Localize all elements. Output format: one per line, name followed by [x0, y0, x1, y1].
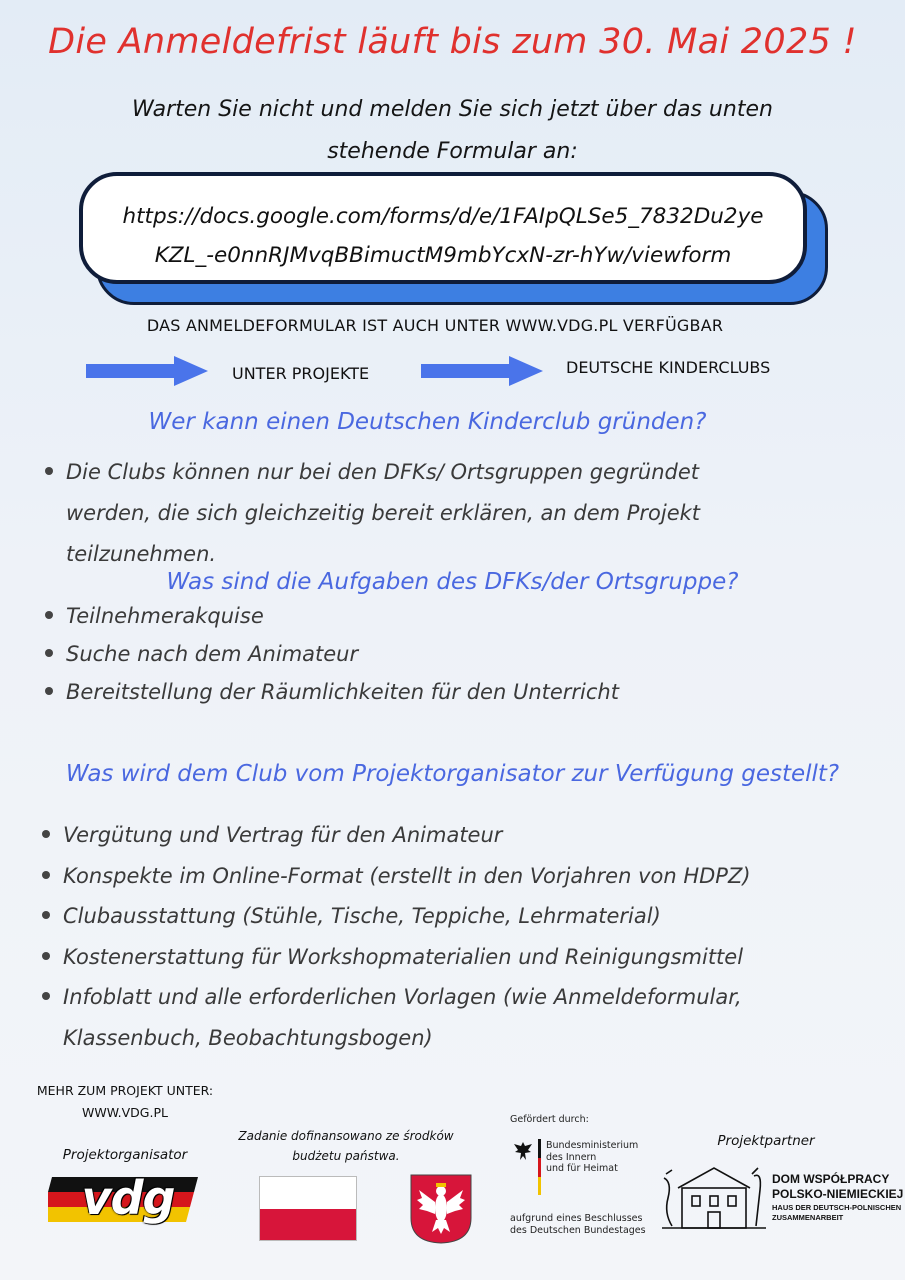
- page-title: Die Anmeldefrist läuft bis zum 30. Mai 2025 !: [48, 22, 857, 62]
- polish-eagle-emblem-icon: [410, 1174, 472, 1244]
- funding-note: Zadanie dofinansowano ze środków budżetu państwa.: [238, 1129, 454, 1163]
- list-item: Kostenerstattung für Workshopmaterialien und Reinigungsmittel: [63, 937, 863, 978]
- partner-building-logo-icon: [658, 1158, 768, 1234]
- bullet-icon: [42, 871, 50, 879]
- form-url-link[interactable]: [84, 197, 802, 275]
- intro-line-1: Warten Sie nicht und melden Sie sich jetzt über das unten: [132, 97, 773, 122]
- organizer-label: Projektorganisator: [62, 1147, 188, 1163]
- list-item: Bereitstellung der Räumlichkeiten für den Unterricht: [66, 673, 626, 711]
- partner-name: DOM WSPÓŁPRACY POLSKO-NIEMIECKIEJ HAUS DER DEUTSCH-POLNISCHEN ZUSAMMENARBEIT: [772, 1172, 904, 1222]
- arrow-right-icon: [421, 356, 545, 386]
- section-heading-aufgaben: Was sind die Aufgaben des DFKs/der Ortsgruppe?: [166, 569, 739, 595]
- intro-line-2: stehende Formular an:: [327, 139, 578, 164]
- path-step-projekte: UNTER PROJEKTE: [232, 364, 370, 383]
- list-item: Die Clubs können nur bei den DFKs/ Ortsgruppen gegründet werden, die sich gleichzeitig bereit erklären, an dem Projekt teilzunehmen.: [66, 452, 786, 575]
- vdg-logo: [48, 1171, 198, 1225]
- bundestag-note: aufgrund eines Beschlusses des Deutschen Bundestages: [510, 1213, 646, 1236]
- section2-list: [66, 597, 626, 711]
- vdg-availability-note: DAS ANMELDEFORMULAR IST AUCH UNTER WWW.VDG.PL VERFÜGBAR: [146, 316, 724, 335]
- section1-list: [66, 452, 786, 575]
- federal-eagle-icon: [512, 1140, 534, 1162]
- section-heading-verfuegung: Was wird dem Club vom Projektorganisator zur Verfügung gestellt?: [65, 761, 840, 787]
- list-item: Konspekte im Online-Format (erstellt in den Vorjahren von HDPZ): [63, 856, 863, 897]
- bullet-icon: [42, 911, 50, 919]
- list-item: Teilnehmerakquise: [66, 597, 626, 635]
- bullet-icon: [42, 992, 50, 1000]
- gefoerdert-label: Gefördert durch:: [510, 1114, 589, 1125]
- bmi-name: Bundesministerium des Innern und für Heimat: [546, 1140, 639, 1174]
- intro-text: [90, 89, 815, 173]
- bullet-icon: [45, 687, 53, 695]
- path-step-kinderclubs: DEUTSCHE KINDERCLUBS: [566, 358, 771, 377]
- arrow-right-icon: [86, 356, 210, 386]
- form-url-line-2[interactable]: KZL_-e0nnRJMvqBBimuctM9mbYcxN-zr-hYw/viewform: [154, 243, 732, 268]
- bullet-icon: [45, 611, 53, 619]
- bullet-icon: [45, 649, 53, 657]
- vdg-link[interactable]: WWW.VDG.PL: [82, 1105, 168, 1120]
- polish-flag: [259, 1176, 357, 1241]
- federal-stripe: [538, 1139, 541, 1195]
- list-item: Clubausstattung (Stühle, Tische, Teppiche, Lehrmaterial): [63, 896, 863, 937]
- bullet-icon: [42, 830, 50, 838]
- section3-list: [63, 815, 863, 1058]
- bullet-icon: [45, 467, 53, 475]
- more-info: MEHR ZUM PROJEKT UNTER: WWW.VDG.PL: [20, 1080, 230, 1124]
- bullet-icon: [42, 952, 50, 960]
- vdg-logo-text: vdg: [81, 1171, 175, 1225]
- list-item: Infoblatt und alle erforderlichen Vorlagen (wie Anmeldeformular, Klassenbuch, Beobachtungsbogen): [63, 977, 863, 1058]
- section-heading-wer: Wer kann einen Deutschen Kinderclub gründen?: [148, 409, 707, 435]
- form-url-line-1[interactable]: https://docs.google.com/forms/d/e/1FAIpQLSe5_7832Du2ye: [122, 204, 764, 229]
- list-item: Suche nach dem Animateur: [66, 635, 626, 673]
- list-item: Vergütung und Vertrag für den Animateur: [63, 815, 863, 856]
- partner-label: Projektpartner: [717, 1133, 815, 1149]
